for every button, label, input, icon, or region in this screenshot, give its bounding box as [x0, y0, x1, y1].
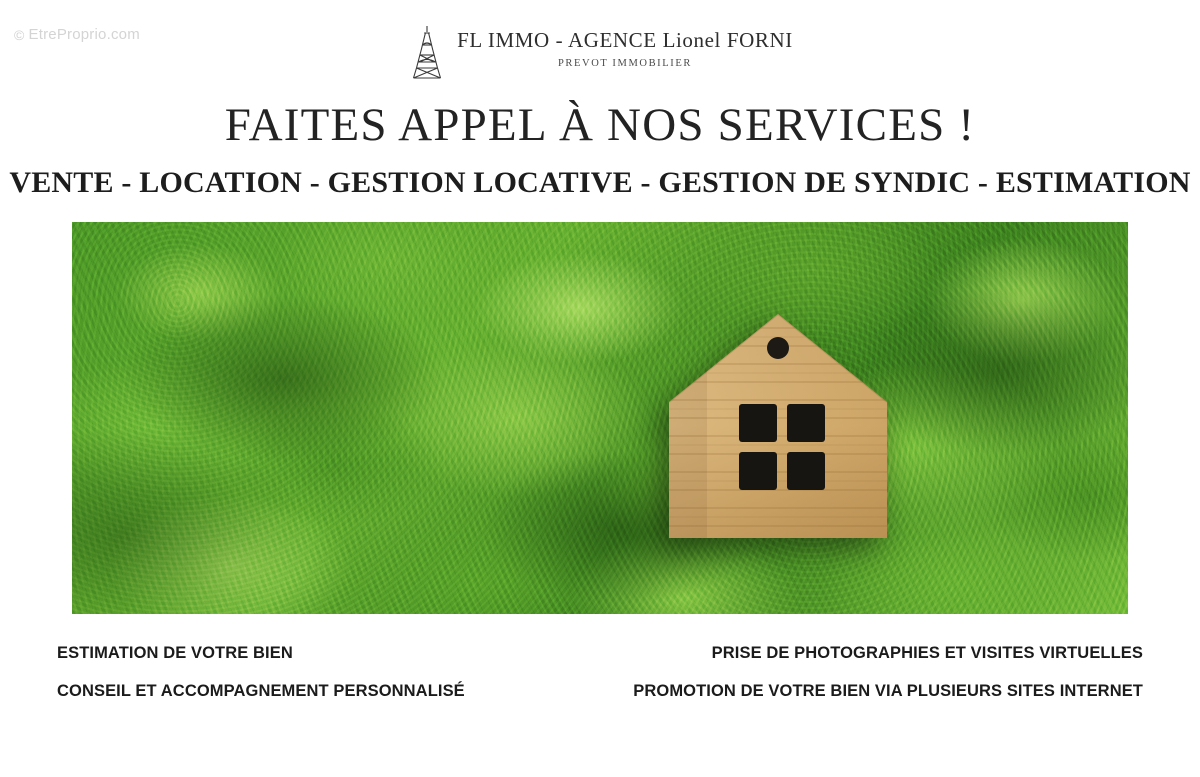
- wooden-house-keyring-icon: [647, 306, 909, 546]
- service-item: CONSEIL ET ACCOMPAGNEMENT PERSONNALISÉ: [57, 682, 465, 700]
- headline: FAITES APPEL À NOS SERVICES !: [224, 99, 976, 151]
- service-item: PROMOTION DE VOTRE BIEN VIA PLUSIEURS SITES INTERNET: [633, 682, 1143, 700]
- services-list: [0, 636, 1200, 736]
- moss-shadow-overlay: [72, 222, 1128, 614]
- service-item: ESTIMATION DE VOTRE BIEN: [57, 644, 293, 662]
- watermark-text: EtreProprio.com: [28, 26, 140, 43]
- agency-logo: [0, 22, 1200, 80]
- logo-inner: [407, 22, 793, 80]
- hero-photo: [72, 222, 1128, 614]
- subheadline: VENTE - LOCATION - GESTION LOCATIVE - GESTION DE SYNDIC - ESTIMATION: [9, 166, 1191, 199]
- logo-title: FL IMMO - AGENCE Lionel FORNI: [457, 28, 793, 52]
- logo-subtitle: PREVOT IMMOBILIER: [557, 58, 693, 69]
- copyright-icon: ©: [14, 26, 25, 43]
- service-item: PRISE DE PHOTOGRAPHIES ET VISITES VIRTUELLES: [711, 644, 1143, 662]
- eiffel-tower-icon: [407, 24, 447, 80]
- logo-text-block: [457, 22, 793, 69]
- watermark: [14, 26, 140, 43]
